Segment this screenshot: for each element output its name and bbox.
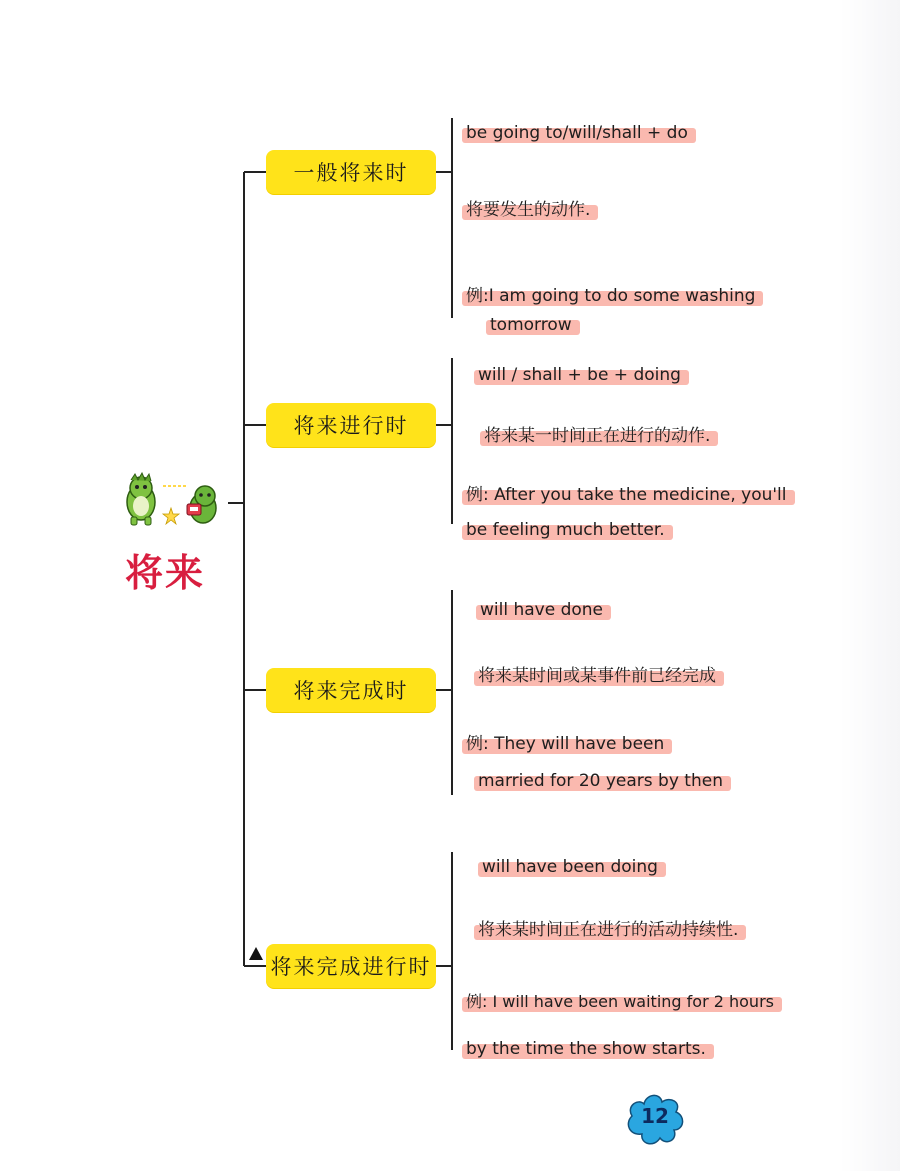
leaf-meaning: 将来某时间正在进行的活动持续性.	[478, 920, 739, 940]
root-node	[105, 470, 225, 595]
page-number: 12	[641, 1104, 669, 1128]
leaf-structure: will have done	[480, 600, 604, 620]
leaf-meaning: 将来某一时间正在进行的动作.	[484, 426, 711, 446]
branch-label: 将来进行时	[293, 414, 409, 438]
branch-future-perfect-continuous	[266, 944, 436, 988]
leaf-meaning: 将来某时间或某事件前已经完成	[478, 666, 716, 686]
dinosaur-mascots-icon	[111, 470, 226, 530]
branch-label: 一般将来时	[293, 161, 409, 185]
leaf-meaning: 将要发生的动作.	[466, 200, 591, 220]
leaf-example-cont: tomorrow	[490, 315, 572, 335]
leaf-structure: will / shall + be + doing	[478, 365, 681, 385]
leaf-example-cont: by the time the show starts.	[466, 1039, 706, 1059]
leaf-example: 例: After you take the medicine, you'll	[466, 485, 787, 505]
leaf-example-cont: married for 20 years by then	[478, 771, 723, 791]
leaf-structure: be going to/will/shall + do	[466, 123, 688, 143]
leaf-structure: will have been doing	[482, 857, 658, 877]
leaf-example: 例: They will have been	[466, 734, 665, 754]
triangle-marker-icon	[249, 947, 263, 960]
page-number-badge	[622, 1090, 688, 1148]
branch-label: 将来完成进行时	[270, 955, 432, 979]
branch-future-continuous	[266, 403, 436, 447]
branch-label: 将来完成时	[293, 679, 409, 703]
leaf-example-cont: be feeling much better.	[466, 520, 665, 540]
root-title: 将来	[124, 550, 205, 595]
leaf-example: 例: I will have been waiting for 2 hours	[466, 992, 774, 1011]
leaf-example: 例:I am going to do some washing	[466, 286, 756, 306]
branch-simple-future	[266, 150, 436, 194]
branch-future-perfect	[266, 668, 436, 712]
